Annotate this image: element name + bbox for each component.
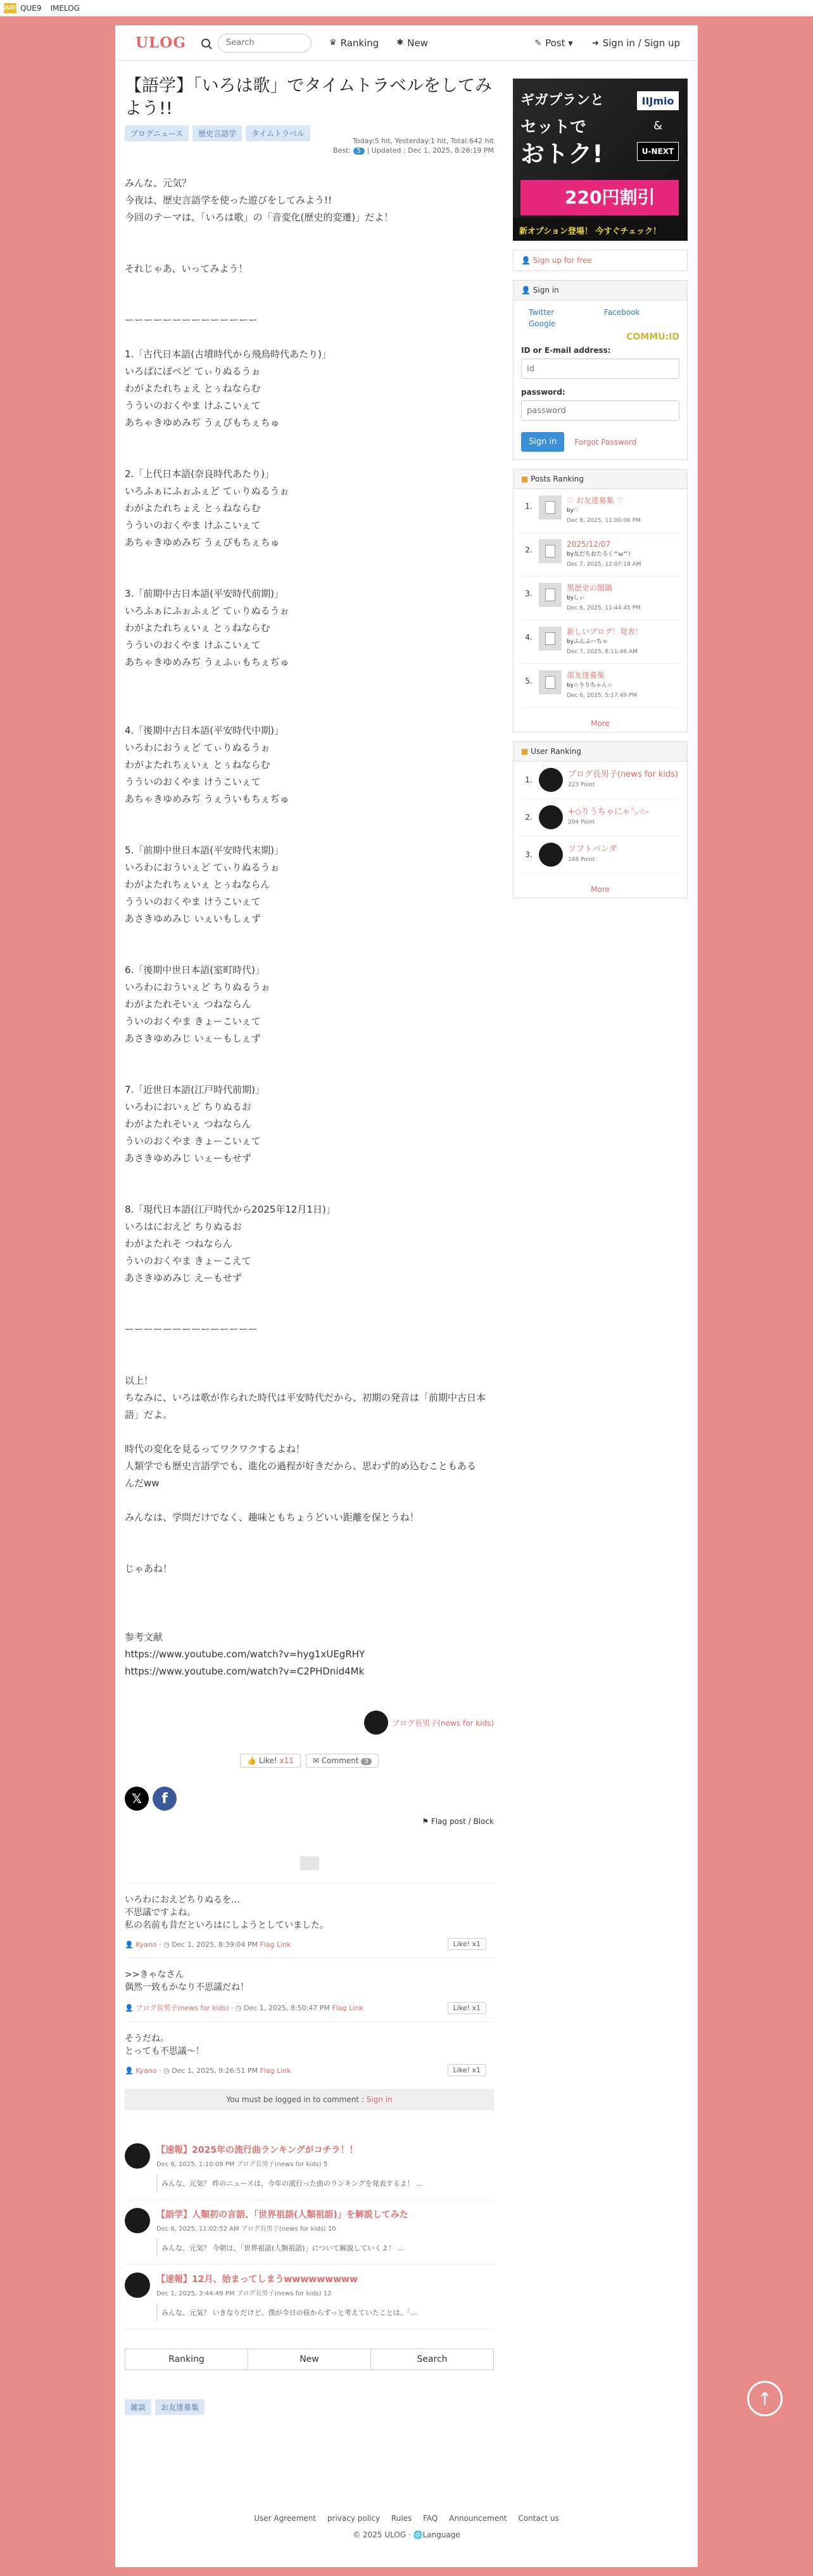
related-meta: Dec 6, 2025, 1:10:09 PM ブログ長男子(news for kids) 5 bbox=[156, 2161, 328, 2168]
user-ranking-item[interactable] bbox=[521, 762, 679, 799]
posts-ranking-more[interactable]: More bbox=[591, 719, 610, 728]
article-line: あさきゆめみじ えーもせず bbox=[125, 1272, 242, 1284]
nav-new-label: New bbox=[407, 37, 428, 49]
article-line bbox=[125, 243, 494, 260]
comments-icon bbox=[300, 1856, 319, 1870]
rank-author[interactable]: by☆りりちゃん☆ bbox=[567, 682, 613, 689]
ad-line2: セットで bbox=[520, 118, 587, 137]
comment-text: いろわにおえどちりぬるを… bbox=[125, 1895, 240, 1905]
article-line: うういのおくやま けふこいぇて bbox=[125, 400, 261, 411]
article-line: あちゃきゆめみぢ うぇぴもちぇちゅ bbox=[125, 417, 280, 428]
comment-text: そうだね。 bbox=[125, 2034, 169, 2044]
comment-body bbox=[125, 1894, 494, 1932]
like-row bbox=[125, 1754, 494, 1768]
article-line: みんな、元気？ bbox=[125, 177, 192, 189]
related-excerpt: みんな、元気？ いきなりだけど、僕が今日の昼からずっと考えていたことは、「... bbox=[156, 2304, 494, 2321]
article-line bbox=[125, 1543, 494, 1560]
best-label: Best: bbox=[333, 146, 351, 155]
comment bbox=[125, 1958, 494, 2022]
posts-ranking-header bbox=[514, 469, 687, 489]
article-line bbox=[125, 705, 494, 722]
article-line: うういのおくやま けうこいぇて bbox=[125, 776, 261, 787]
article-line[interactable]: https://www.youtube.com/watch?v=C2PHDnid4Mk bbox=[125, 1666, 365, 1677]
related-meta: Dec 1, 2025, 3:44:49 PM ブログ長男子(news for kids) 12 bbox=[156, 2290, 332, 2297]
avatar[interactable] bbox=[539, 843, 563, 867]
document-icon bbox=[539, 539, 562, 563]
article-line bbox=[125, 226, 494, 243]
signin-panel bbox=[513, 280, 688, 460]
user-ranking-list bbox=[514, 762, 687, 881]
facebook-share-icon[interactable]: f bbox=[153, 1787, 177, 1811]
ad-price: 220円割引 bbox=[520, 180, 679, 215]
posts-ranking-item[interactable] bbox=[521, 533, 679, 577]
related-post[interactable] bbox=[125, 2200, 494, 2265]
article-line: ういのおくやま きょーこえて bbox=[125, 1255, 251, 1266]
navbar bbox=[115, 25, 698, 61]
article-line: 5.「前期中世日本語(平安時代末期)」 bbox=[125, 845, 284, 856]
article-body bbox=[125, 175, 494, 1680]
rank-number: 5. bbox=[525, 677, 533, 685]
footer-link[interactable]: Rules bbox=[391, 2514, 412, 2523]
comment-text: とっても不思議〜！ bbox=[125, 2046, 205, 2056]
login-needed-link[interactable]: Sign in bbox=[366, 2095, 393, 2104]
user-ranking-header bbox=[514, 742, 687, 762]
ad-brand: IIJmio bbox=[637, 91, 679, 110]
comment bbox=[125, 2022, 494, 2084]
article-line: わがよたれちぇいぇ とぅねならん bbox=[125, 879, 270, 890]
article-line: あさきゆめみじ いぇーもせず bbox=[125, 1152, 251, 1164]
article-line bbox=[125, 1287, 494, 1304]
ad-line1: ギガプランと bbox=[520, 92, 605, 108]
id-field[interactable] bbox=[521, 359, 679, 379]
comment-meta: 👤 Kyano · ◷ Dec 1, 2025, 8:39:04 PM Flag Link bbox=[125, 1941, 291, 1949]
comment-text: 偶然一致もかなり不思議だね！ bbox=[125, 1982, 249, 1993]
signup-link[interactable] bbox=[513, 250, 688, 271]
user-name[interactable]: +◇りうちゃにゃ㌧☆- bbox=[568, 807, 649, 817]
article-line: うういのおくやま けうこいぇて bbox=[125, 896, 261, 907]
related-excerpt: みんな、元気？ 昨のニュースは、今年の流行った曲のランキングを発表するよ！ ... bbox=[156, 2174, 494, 2192]
article-line bbox=[125, 568, 494, 585]
article-line bbox=[125, 1355, 494, 1372]
article-line: いろはにおえど ちりぬるお bbox=[125, 1221, 242, 1232]
rank-number: 1. bbox=[525, 502, 533, 511]
article-line: いろわにおうぇど てぃりぬるうぉ bbox=[125, 742, 270, 753]
search-icon[interactable] bbox=[201, 39, 210, 48]
signin-header bbox=[514, 281, 687, 300]
article-line: 参考文献 bbox=[125, 1631, 163, 1643]
posts-ranking-item[interactable] bbox=[521, 620, 679, 664]
like-count: x11 bbox=[279, 1756, 294, 1765]
footer-link[interactable]: privacy policy bbox=[327, 2514, 381, 2523]
article-line bbox=[125, 1338, 494, 1355]
article-line: じゃあね！ bbox=[125, 1563, 173, 1574]
avatar[interactable] bbox=[125, 2143, 150, 2169]
avatar[interactable] bbox=[539, 768, 563, 792]
article-line: みんなは、学問だけでなく、趣味ともちょうどいい距離を保とうね！ bbox=[125, 1512, 419, 1523]
article-line bbox=[125, 1578, 494, 1595]
rank-author[interactable]: by♡ bbox=[567, 507, 579, 514]
user-points: 168 Point bbox=[568, 857, 595, 863]
avatar[interactable] bbox=[125, 2208, 150, 2233]
ad-partner: U-NEXT bbox=[637, 142, 679, 161]
posts-ranking-panel bbox=[513, 469, 688, 732]
bottom-tags bbox=[125, 2399, 494, 2415]
footer bbox=[115, 2514, 698, 2539]
rank-timestamp: Dec 6, 2025, 11:44:45 PM bbox=[567, 605, 641, 611]
article-line: いろわにおういぇど てぃりぬるうぉ bbox=[125, 862, 280, 873]
related-title[interactable]: 【語学】人類初の言語、「世界祖語(人類祖語)」を解説してみた bbox=[156, 2210, 408, 2220]
comment-label: Comment bbox=[321, 1756, 359, 1765]
article-line: 7.「近世日本語(江戸時代前期)」 bbox=[125, 1084, 265, 1095]
user-icon: 👤 bbox=[125, 1941, 136, 1949]
article-line: うういのおくやま けふこいぇて bbox=[125, 639, 261, 651]
clock-icon: ◷ bbox=[236, 2004, 244, 2012]
article-line bbox=[125, 295, 494, 312]
rank-timestamp: Dec 6, 2025, 5:17:49 PM bbox=[567, 692, 638, 699]
copyright: © 2025 ULOG · bbox=[353, 2530, 411, 2539]
comment-meta: 👤 ブログ長男子(news for kids) · ◷ Dec 1, 2025, 8:50:47 PM Flag Link bbox=[125, 2004, 363, 2012]
article-line bbox=[125, 945, 494, 962]
signin-header-label: Sign in bbox=[533, 286, 559, 295]
user-ranking-more[interactable]: More bbox=[591, 885, 610, 894]
article-line: いろわにおいぇど ちりぬるお bbox=[125, 1101, 251, 1113]
article-line: それじゃあ、いってみよう！ bbox=[125, 263, 248, 274]
article-line: ういのおくやま きょーこいぇて bbox=[125, 1016, 261, 1027]
nav-new[interactable] bbox=[396, 37, 428, 49]
arrow-up-icon: ↑ bbox=[757, 2388, 772, 2409]
bottom-ranking-button[interactable]: Ranking bbox=[125, 2349, 248, 2369]
rank-number: 1. bbox=[525, 775, 533, 784]
article-line: 1.「古代日本語(古墳時代から飛鳥時代あたり)」 bbox=[125, 348, 332, 360]
flag-icon: ⚑ bbox=[422, 1817, 429, 1826]
comment-date: Dec 1, 2025, 8:50:47 PM bbox=[244, 2004, 330, 2012]
rank-author[interactable]: byふんふーちゃ bbox=[567, 639, 608, 645]
article-line: 8.「現代日本語(江戸時代から2025年12月1日)」 bbox=[125, 1204, 336, 1215]
clock-icon: ◷ bbox=[163, 2067, 172, 2075]
related-excerpt: みんな、元気？ 今朝は、「世界祖語(人類祖語)」について解説していくよ！ ... bbox=[156, 2239, 494, 2257]
related-posts bbox=[125, 2136, 494, 2330]
article-line: ーーーーーーーーーーーーーー bbox=[125, 314, 258, 326]
article-title: 【語学】「いろは歌」でタイムトラベルをしてみよう!! bbox=[125, 76, 492, 118]
avatar[interactable] bbox=[364, 1711, 388, 1735]
posts-ranking-label: Posts Ranking bbox=[531, 475, 584, 483]
article-line: あちゃきゆめみぢ うぇふぃもちぇぢゅ bbox=[125, 656, 289, 668]
comment-flag[interactable]: Flag bbox=[260, 1941, 275, 1949]
article-line: わがよたれちょえ とぅねならむ bbox=[125, 502, 261, 514]
article-line: んだww bbox=[125, 1477, 160, 1489]
article-line: 4.「後期中古日本語(平安時代中期)」 bbox=[125, 725, 284, 736]
globe-icon: 🌐 bbox=[413, 2530, 423, 2539]
nav-signin[interactable] bbox=[592, 37, 680, 49]
comment-text: 不思議ですよね。 bbox=[125, 1908, 196, 1918]
posts-ranking-list bbox=[514, 489, 687, 715]
rank-title[interactable]: 黒歴史の闇鍋 bbox=[567, 583, 613, 592]
comment-link[interactable]: Link bbox=[277, 2067, 291, 2075]
article-line: ういのおくやま きょーこいぇて bbox=[125, 1135, 261, 1147]
pencil-icon: ✎ bbox=[534, 38, 542, 48]
comment-button[interactable] bbox=[306, 1754, 379, 1768]
comment-like-button[interactable]: Like! x1 bbox=[448, 2002, 486, 2014]
trophy-icon: ■ bbox=[521, 747, 529, 756]
article-line: 3.「前期中古日本語(平安時代前期)」 bbox=[125, 588, 284, 599]
comment-body bbox=[125, 1968, 494, 1994]
trophy-icon: ■ bbox=[521, 475, 529, 483]
comment-icon: ✉ bbox=[312, 1756, 319, 1765]
scroll-top-button[interactable] bbox=[747, 2381, 783, 2416]
user-points: 204 Point bbox=[568, 819, 595, 826]
document-icon bbox=[539, 583, 562, 607]
article-line: ちなみに、いろは歌が作られた時代は平安時代だから、初期の発音は「前期中古日本 bbox=[125, 1392, 486, 1403]
bottom-nav bbox=[125, 2349, 494, 2370]
comment-text: 私の名前も昔だといろはにしようとしていました。 bbox=[125, 1920, 329, 1930]
article-line bbox=[125, 671, 494, 688]
comment-body bbox=[125, 2032, 494, 2058]
user-icon: 👤 bbox=[125, 2004, 136, 2012]
article-line bbox=[125, 1612, 494, 1629]
language-link[interactable]: Language bbox=[422, 2530, 460, 2539]
rank-number: 4. bbox=[525, 633, 533, 642]
user-ranking-item[interactable] bbox=[521, 836, 679, 874]
user-ranking-panel bbox=[513, 741, 688, 898]
ad-banner[interactable] bbox=[513, 79, 688, 241]
comment-author[interactable]: ブログ長男子(news for kids) bbox=[136, 2004, 229, 2012]
bottom-search-button[interactable]: Search bbox=[417, 2354, 448, 2364]
article-line: 6.「後期中世日本語(室町時代)」 bbox=[125, 964, 265, 976]
rank-number: 3. bbox=[525, 589, 533, 598]
article-line bbox=[125, 1424, 494, 1441]
article-line bbox=[125, 808, 494, 825]
article-line: 今夜は、歴史言語学を使った遊びをしてみよう!! bbox=[125, 194, 332, 206]
nav-ranking-label: Ranking bbox=[340, 37, 379, 49]
article-line: わがよたれちぇいぇ とぅねならむ bbox=[125, 759, 270, 770]
nav-post-label: Post ▾ bbox=[545, 37, 573, 49]
user-icon: 👤 bbox=[125, 2067, 136, 2075]
forgot-password-link[interactable]: Forgot Password bbox=[574, 437, 637, 447]
article-line: 2.「上代日本語(奈良時代あたり)」 bbox=[125, 468, 275, 480]
trophy-icon: ♛ bbox=[329, 38, 337, 48]
user-icon: 👤 bbox=[521, 256, 531, 265]
article-line: ーーーーーーーーーーーーーー bbox=[125, 1323, 258, 1335]
flag-label: Flag post / Block bbox=[431, 1817, 494, 1826]
x-share-icon[interactable]: 𝕏 bbox=[125, 1787, 149, 1811]
rank-title[interactable]: ♡ お友達募集 ♡ bbox=[567, 496, 624, 505]
id-label: ID or E-mail address: bbox=[521, 346, 611, 355]
article-line: あちゃきゆめみぢ うぇぴもちぇちゅ bbox=[125, 537, 280, 548]
article-line bbox=[125, 1167, 494, 1184]
flag-post-link[interactable] bbox=[125, 1817, 494, 1826]
related-post[interactable] bbox=[125, 2265, 494, 2330]
ad-bottom: 新オプション登場！ 今すぐチェック！ bbox=[513, 218, 688, 241]
author-link[interactable]: ブログ長男子(news for kids) bbox=[392, 1718, 494, 1728]
article-line: わがよたれそ つねならん bbox=[125, 1238, 232, 1249]
footer-link[interactable]: Announcement bbox=[449, 2514, 507, 2523]
browser-topbar bbox=[0, 0, 813, 16]
footer-link[interactable]: User Agreement bbox=[254, 2514, 317, 2523]
article-line[interactable]: https://www.youtube.com/watch?v=hyg1xUEgRHY bbox=[125, 1648, 365, 1660]
user-ranking-item[interactable] bbox=[521, 799, 679, 836]
comment-count: 3 bbox=[361, 1758, 371, 1765]
rank-title[interactable]: 2025/12/07 bbox=[567, 540, 611, 549]
nav-post[interactable] bbox=[534, 37, 573, 49]
posts-ranking-item[interactable] bbox=[521, 489, 679, 533]
comment-date: Dec 1, 2025, 9:26:51 PM bbox=[172, 2067, 258, 2075]
related-title[interactable]: 【速報】2025年の流行曲ランキングがコチラ！！ bbox=[156, 2145, 358, 2155]
social-login bbox=[521, 308, 679, 328]
comment-text: >>きゃなさん bbox=[125, 1970, 184, 1980]
article-line: わがよたれそいぇ つねならん bbox=[125, 998, 251, 1010]
nav-signin-label: Sign in / Sign up bbox=[602, 37, 680, 49]
rank-timestamp: Dec 8, 2025, 11:00:06 PM bbox=[567, 518, 641, 524]
rank-number: 2. bbox=[525, 545, 533, 554]
article-line bbox=[125, 1492, 494, 1509]
user-points: 223 Point bbox=[568, 782, 595, 788]
rank-number: 3. bbox=[525, 850, 533, 859]
document-icon bbox=[539, 495, 562, 520]
signin-icon: ➜ bbox=[591, 38, 599, 48]
document-icon bbox=[539, 670, 562, 694]
article-line: あさきゆめみじ いぇいもしぇず bbox=[125, 913, 261, 924]
password-label: password: bbox=[521, 388, 565, 397]
thumbs-up-icon: 👍 bbox=[247, 1756, 257, 1765]
comment-author[interactable]: Kyano bbox=[136, 2067, 157, 2075]
tag[interactable]: タイムトラベル bbox=[246, 125, 310, 141]
comment-date: Dec 1, 2025, 8:39:04 PM bbox=[172, 1941, 258, 1949]
hit-stats: Today:5 hit, Yesterday:1 hit, Total:642 hit bbox=[353, 137, 494, 145]
nav-ranking[interactable] bbox=[329, 37, 379, 49]
tag[interactable]: ブログニュース bbox=[125, 125, 189, 141]
article-line: わがよたれちょえ とぅねならむ bbox=[125, 383, 261, 394]
article-line: 今回のテーマは、「いろは歌」の「音変化(歴史的変遷)」だよ！ bbox=[125, 212, 394, 223]
user-ranking-label: User Ranking bbox=[531, 747, 581, 756]
article-line: あさきゆめみじ いぇーもしぇず bbox=[125, 1033, 261, 1044]
article-line: いろわにおういぇど ちりぬるうぉ bbox=[125, 981, 270, 993]
posts-ranking-item[interactable] bbox=[521, 664, 679, 708]
article-line bbox=[125, 1064, 494, 1081]
like-button[interactable] bbox=[240, 1754, 301, 1768]
article-line bbox=[125, 1595, 494, 1612]
tag[interactable]: 雑談 bbox=[125, 2399, 151, 2415]
rank-author[interactable]: byしぃ bbox=[567, 595, 585, 601]
article-line bbox=[125, 551, 494, 568]
rank-timestamp: Dec 7, 2025, 8:11:46 AM bbox=[567, 649, 638, 655]
rank-number: 2. bbox=[525, 813, 533, 822]
article-line bbox=[125, 1304, 494, 1321]
tag[interactable]: 歴史言語学 bbox=[192, 125, 242, 141]
twitter-login[interactable]: Twitter bbox=[529, 308, 555, 317]
sidebar bbox=[513, 79, 688, 898]
que9-link[interactable]: QUE9 bbox=[20, 3, 42, 13]
article-line: あちゃきゆめみぢ うぇういもちぇぢゅ bbox=[125, 793, 289, 805]
article-line: いろぱにぽぺど てぃりぬるうぉ bbox=[125, 366, 261, 377]
article-line bbox=[125, 449, 494, 466]
article-line bbox=[125, 825, 494, 842]
login-needed: You must be logged in to comment : Sign in bbox=[125, 2089, 494, 2110]
article-line: わがよたれそいぇ つねならん bbox=[125, 1118, 251, 1130]
comment bbox=[125, 1883, 494, 1958]
commuid-logo[interactable]: COMMU:ID bbox=[626, 332, 679, 342]
comment-meta: 👤 Kyano · ◷ Dec 1, 2025, 9:26:51 PM Flag Link bbox=[125, 2067, 291, 2075]
comment-link[interactable]: Link bbox=[349, 2004, 363, 2012]
password-field[interactable] bbox=[521, 400, 679, 421]
related-post[interactable] bbox=[125, 2136, 494, 2200]
comment-like-button[interactable]: Like! x1 bbox=[448, 2064, 486, 2076]
rank-title[interactable]: 新しいブログ！発表！ bbox=[567, 627, 643, 636]
article-line bbox=[125, 1184, 494, 1201]
article-line: 時代の変化を見るってワクワクするよね！ bbox=[125, 1443, 306, 1455]
like-label: Like! bbox=[258, 1756, 277, 1765]
article-line bbox=[125, 928, 494, 945]
article-line bbox=[125, 688, 494, 705]
rank-author[interactable]: by友だちおたろく^ω^） bbox=[567, 551, 634, 558]
article-line bbox=[125, 277, 494, 295]
ad-headline bbox=[520, 87, 604, 167]
footer-link[interactable]: Contact us bbox=[518, 2514, 559, 2523]
comment-link[interactable]: Link bbox=[277, 1941, 291, 1949]
footer-link[interactable]: FAQ bbox=[423, 2514, 438, 2523]
comment-author[interactable]: Kyano bbox=[136, 1941, 157, 1949]
que9-logo-icon[interactable]: QUE9 bbox=[4, 3, 16, 13]
article-line: 人類学でも歴史言語学でも、進化の過程が好きだから、思わず的め込むこともある bbox=[125, 1460, 477, 1472]
article-line: うういのおくやま けふこいぇて bbox=[125, 520, 261, 531]
signin-button[interactable]: Sign in bbox=[521, 432, 564, 452]
site-logo[interactable]: ULOG bbox=[136, 34, 186, 51]
article-line: いろふぁにふぉふぇど てぃりぬるうぉ bbox=[125, 605, 289, 616]
star-icon: ✱ bbox=[396, 38, 404, 48]
user-name[interactable]: ブログ長男子(news for kids) bbox=[568, 770, 679, 779]
person-icon: 👤 bbox=[521, 286, 531, 295]
article-line: 以上！ bbox=[125, 1375, 154, 1386]
comment-like-button[interactable]: Like! x1 bbox=[448, 1938, 486, 1950]
facebook-login[interactable]: Facebook bbox=[604, 308, 640, 317]
bottom-new-button[interactable]: New bbox=[248, 2349, 371, 2369]
ad-line3: おトク! bbox=[520, 140, 603, 168]
tag[interactable]: お友達募集 bbox=[155, 2399, 205, 2415]
share-buttons bbox=[125, 1787, 494, 1811]
comment-flag[interactable]: Flag bbox=[332, 2004, 347, 2012]
comment-list bbox=[125, 1883, 494, 2084]
updated-date: | Updated : Dec 1, 2025, 8:26:19 PM bbox=[367, 146, 494, 155]
ad-amp: & bbox=[653, 119, 662, 132]
article-line: いろふぁにふぉふぇど てぃりぬるうぉ bbox=[125, 485, 289, 497]
user-name[interactable]: ソフトパンダ bbox=[568, 845, 617, 854]
login-needed-text: You must be logged in to comment bbox=[226, 2095, 360, 2104]
imelog-link[interactable]: IMELOG bbox=[50, 3, 80, 13]
author-line bbox=[125, 1711, 494, 1735]
main-content bbox=[125, 75, 494, 2415]
best-badge: 5 bbox=[353, 148, 365, 155]
article-line bbox=[125, 1047, 494, 1064]
article-line bbox=[125, 431, 494, 449]
posts-ranking-item[interactable] bbox=[521, 577, 679, 620]
article-line: わがよたれちぇいぇ とぅねならむ bbox=[125, 622, 270, 634]
google-login[interactable]: Google bbox=[529, 319, 556, 328]
avatar[interactable] bbox=[125, 2273, 150, 2298]
article-line bbox=[125, 1526, 494, 1543]
article-line: 語」だよ。 bbox=[125, 1409, 173, 1420]
related-title[interactable]: 【速報】12月、始まってしまうwwwwwwwww bbox=[156, 2274, 358, 2285]
rank-title[interactable]: 部友達募集 bbox=[567, 671, 605, 680]
comment-flag[interactable]: Flag bbox=[260, 2067, 275, 2075]
avatar[interactable] bbox=[539, 805, 563, 829]
search-input[interactable] bbox=[218, 34, 312, 53]
clock-icon: ◷ bbox=[163, 1941, 172, 1949]
signup-label: Sign up for free bbox=[533, 256, 592, 265]
document-icon bbox=[539, 627, 562, 651]
rank-timestamp: Dec 7, 2025, 12:07:18 AM bbox=[567, 561, 641, 568]
article-line bbox=[125, 329, 494, 346]
related-meta: Dec 6, 2025, 11:02:52 AM ブログ長男子(news for kids) 10 bbox=[156, 2226, 336, 2233]
